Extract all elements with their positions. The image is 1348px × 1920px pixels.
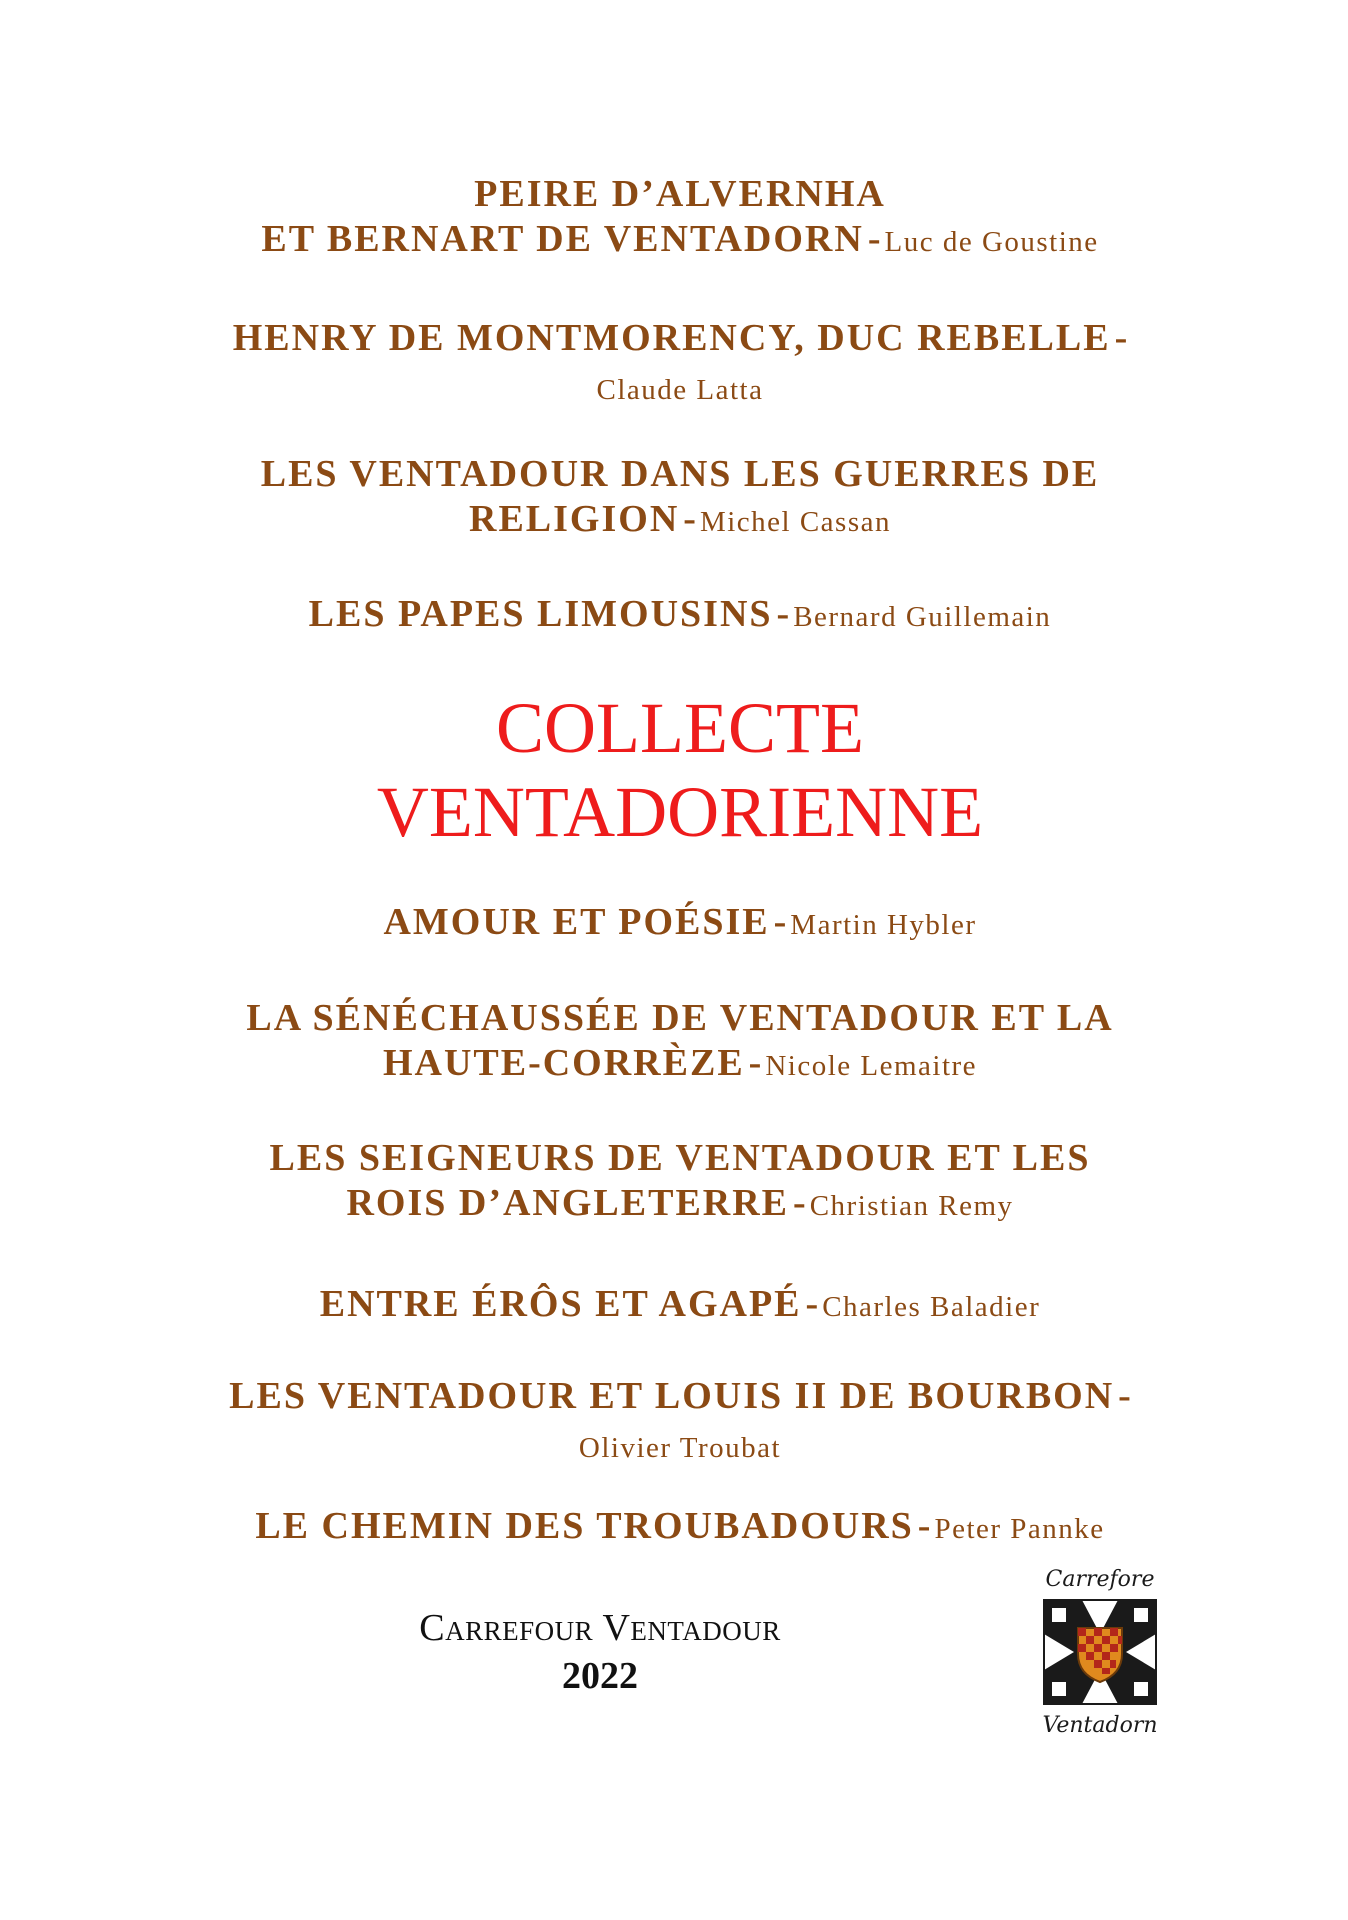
collection-heading-line: COLLECTE xyxy=(496,688,864,768)
contents-entry xyxy=(150,1282,1210,1334)
entry-title: ROIS D’ANGLETERRE xyxy=(346,1182,790,1224)
entry-author: Claude Latta xyxy=(596,374,764,406)
entry-separator: - xyxy=(917,1505,931,1547)
entry-separator: - xyxy=(793,1182,806,1224)
contents-entry xyxy=(150,996,1210,1093)
entry-separator: - xyxy=(867,218,881,260)
entry-author: Peter Pannke xyxy=(934,1513,1105,1545)
entry-author: Bernard Guillemain xyxy=(793,601,1052,633)
contents-entry xyxy=(150,592,1210,644)
entry-author: Luc de Goustine xyxy=(884,226,1099,258)
shield-crest-icon xyxy=(1030,1560,1170,1740)
entry-author: Olivier Troubat xyxy=(578,1432,782,1464)
entry-author: Christian Remy xyxy=(809,1190,1014,1222)
publisher-name: Carrefour Ventadour xyxy=(419,1607,781,1649)
publisher-footer xyxy=(330,1604,870,1700)
entry-separator: - xyxy=(773,901,787,943)
entry-title-line: LA SÉNÉCHAUSSÉE DE VENTADOUR ET LA xyxy=(246,997,1114,1039)
entry-title: HENRY DE MONTMORENCY, DUC REBELLE xyxy=(232,317,1111,359)
contents-entry xyxy=(150,1374,1210,1471)
entry-title: RELIGION xyxy=(469,498,680,540)
entry-title: LES PAPES LIMOUSINS xyxy=(308,593,773,635)
contents-entry xyxy=(150,900,1210,952)
entry-title: LES VENTADOUR ET LOUIS II DE BOURBON xyxy=(229,1375,1115,1417)
contents-entry xyxy=(150,1136,1210,1233)
entry-separator: - xyxy=(748,1042,762,1084)
entry-title: LE CHEMIN DES TROUBADOURS xyxy=(255,1505,914,1547)
contents-entry xyxy=(150,316,1210,413)
entry-title-line: LES SEIGNEURS DE VENTADOUR ET LES xyxy=(269,1137,1091,1179)
entry-title-line: LES VENTADOUR DANS LES GUERRES DE xyxy=(260,453,1100,495)
entry-title: ENTRE ÉRÔS ET AGAPÉ xyxy=(319,1283,802,1325)
logo-bottom-text: Ventadorn xyxy=(1042,1713,1158,1738)
collection-heading-line: VENTADORIENNE xyxy=(376,772,984,852)
contents-entry xyxy=(150,452,1210,549)
entry-author: Michel Cassan xyxy=(699,506,891,538)
contents-entry xyxy=(150,1504,1210,1556)
entry-author: Nicole Lemaitre xyxy=(765,1050,978,1082)
entry-title: ET BERNART DE VENTADORN xyxy=(261,218,864,260)
entry-line xyxy=(150,217,1210,269)
contents-entry xyxy=(150,172,1210,269)
entry-separator: - xyxy=(1114,317,1128,359)
entry-separator: - xyxy=(683,498,696,540)
publication-year: 2022 xyxy=(562,1655,638,1697)
entry-separator: - xyxy=(805,1283,819,1325)
entry-title: AMOUR ET POÉSIE xyxy=(383,901,770,943)
entry-title-line: PEIRE D’ALVERNHA xyxy=(474,173,886,215)
entry-separator: - xyxy=(776,593,790,635)
entry-author: Charles Baladier xyxy=(822,1291,1041,1323)
carrefour-ventadour-logo xyxy=(1030,1560,1170,1740)
collection-heading xyxy=(150,686,1210,854)
logo-top-text: Carrefore xyxy=(1045,1567,1155,1592)
entry-title: HAUTE-CORRÈZE xyxy=(382,1042,745,1084)
entry-author: Martin Hybler xyxy=(790,909,977,941)
entry-separator: - xyxy=(1118,1375,1131,1417)
